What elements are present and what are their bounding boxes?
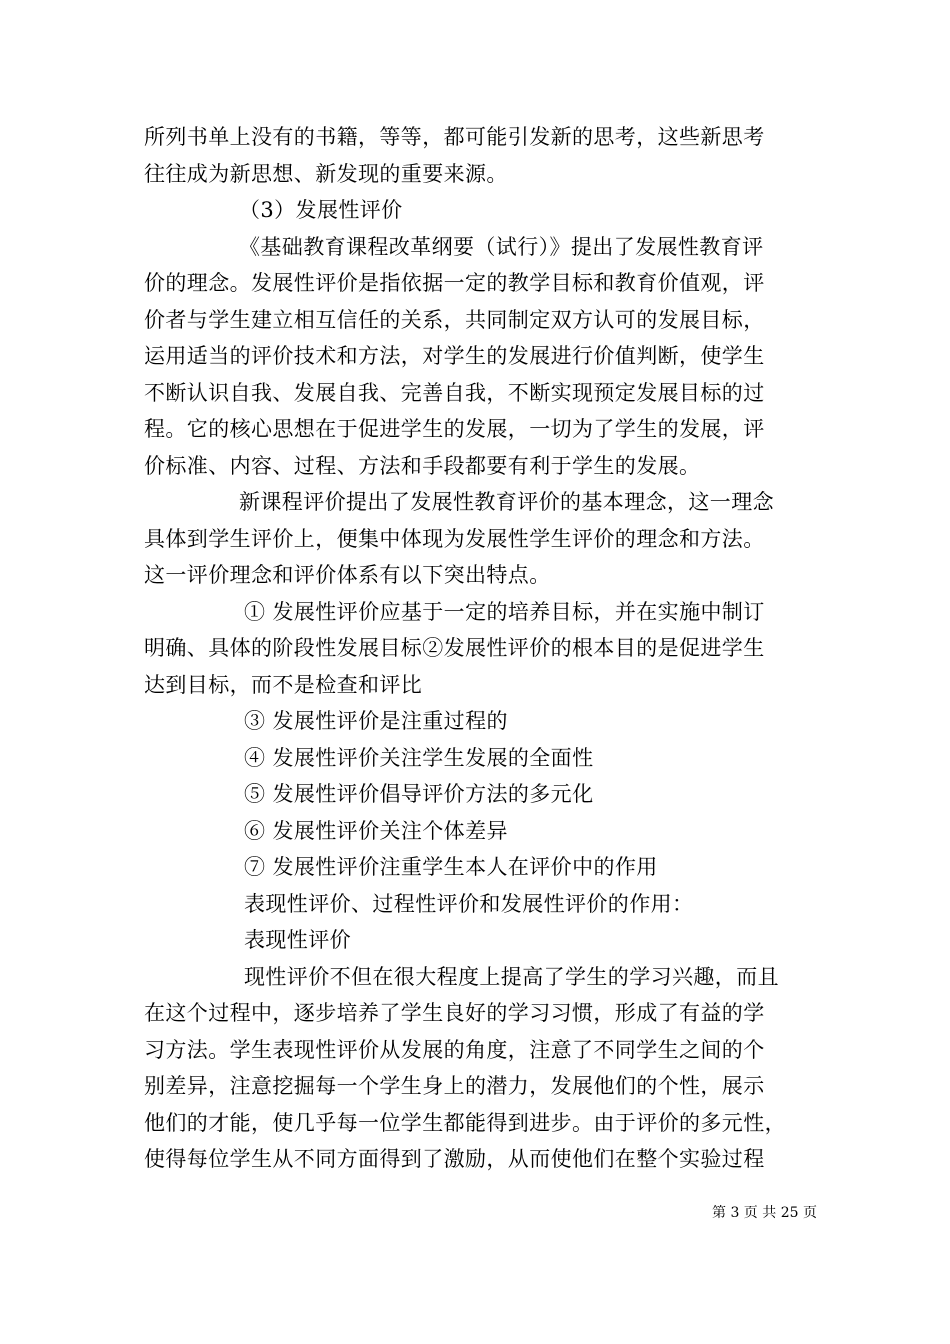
body-line: 价的理念。发展性评价是指依据一定的教学目标和教育价值观，评 <box>144 271 765 295</box>
body-line: 《基础教育课程改革纲要（试行）》提出了发展性教育评 <box>239 234 764 259</box>
body-line: 明确、具体的阶段性发展目标②发展性评价的根本目的是促进学生 <box>144 636 765 660</box>
body-line: 具体到学生评价上，便集中体现为发展性学生评价的理念和方法。 <box>144 526 765 551</box>
page-number-footer: 第 3 页 共 25 页 <box>712 1205 817 1221</box>
body-line: 在这个过程中，逐步培养了学生良好的学习习惯，形成了有益的学 <box>144 1001 765 1025</box>
document-body <box>144 119 812 1178</box>
list-item: ⑥ 发展性评价关注个体差异 <box>244 818 508 843</box>
body-line: 这一评价理念和评价体系有以下突出特点。 <box>144 563 551 587</box>
body-line: 别差异，注意挖掘每一个学生身上的潜力，发展他们的个性，展示 <box>144 1074 765 1098</box>
subheading: 表现性评价 <box>244 928 351 952</box>
body-line: 表现性评价、过程性评价和发展性评价的作用： <box>244 891 694 916</box>
list-item: ⑤ 发展性评价倡导评价方法的多元化 <box>244 782 594 806</box>
list-item: ⑦ 发展性评价注重学生本人在评价中的作用 <box>244 855 658 879</box>
body-line: 价标准、内容、过程、方法和手段都要有利于学生的发展。 <box>144 453 701 478</box>
list-item: ④ 发展性评价关注学生发展的全面性 <box>244 745 594 770</box>
body-line: 达到目标，而不是检查和评比 <box>144 672 423 697</box>
body-line: 运用适当的评价技术和方法，对学生的发展进行价值判断，使学生 <box>144 344 765 368</box>
body-line: 他们的才能，使几乎每一位学生都能得到进步。由于评价的多元性， <box>144 1110 786 1135</box>
list-item: ① 发展性评价应基于一定的培养目标，并在实施中制订 <box>244 599 765 624</box>
list-item: ③ 发展性评价是注重过程的 <box>244 709 508 733</box>
body-line: 习方法。学生表现性评价从发展的角度，注意了不同学生之间的个 <box>144 1037 765 1062</box>
body-line: 现性评价不但在很大程度上提高了学生的学习兴趣，而且 <box>244 964 779 989</box>
body-line: 价者与学生建立相互信任的关系，共同制定双方认可的发展目标， <box>144 307 765 332</box>
body-line: 使得每位学生从不同方面得到了激励，从而使他们在整个实验过程 <box>144 1147 765 1171</box>
body-line: 所列书单上没有的书籍，等等，都可能引发新的思考，这些新思考 <box>144 125 765 149</box>
body-line: 新课程评价提出了发展性教育评价的基本理念，这一理念 <box>239 490 774 514</box>
body-line: 不断认识自我、发展自我、完善自我，不断实现预定发展目标的过 <box>144 380 765 405</box>
body-line: 往往成为新思想、新发现的重要来源。 <box>144 161 508 186</box>
section-heading: （3）发展性评价 <box>239 198 403 222</box>
body-line: 程。它的核心思想在于促进学生的发展，一切为了学生的发展，评 <box>144 417 765 441</box>
